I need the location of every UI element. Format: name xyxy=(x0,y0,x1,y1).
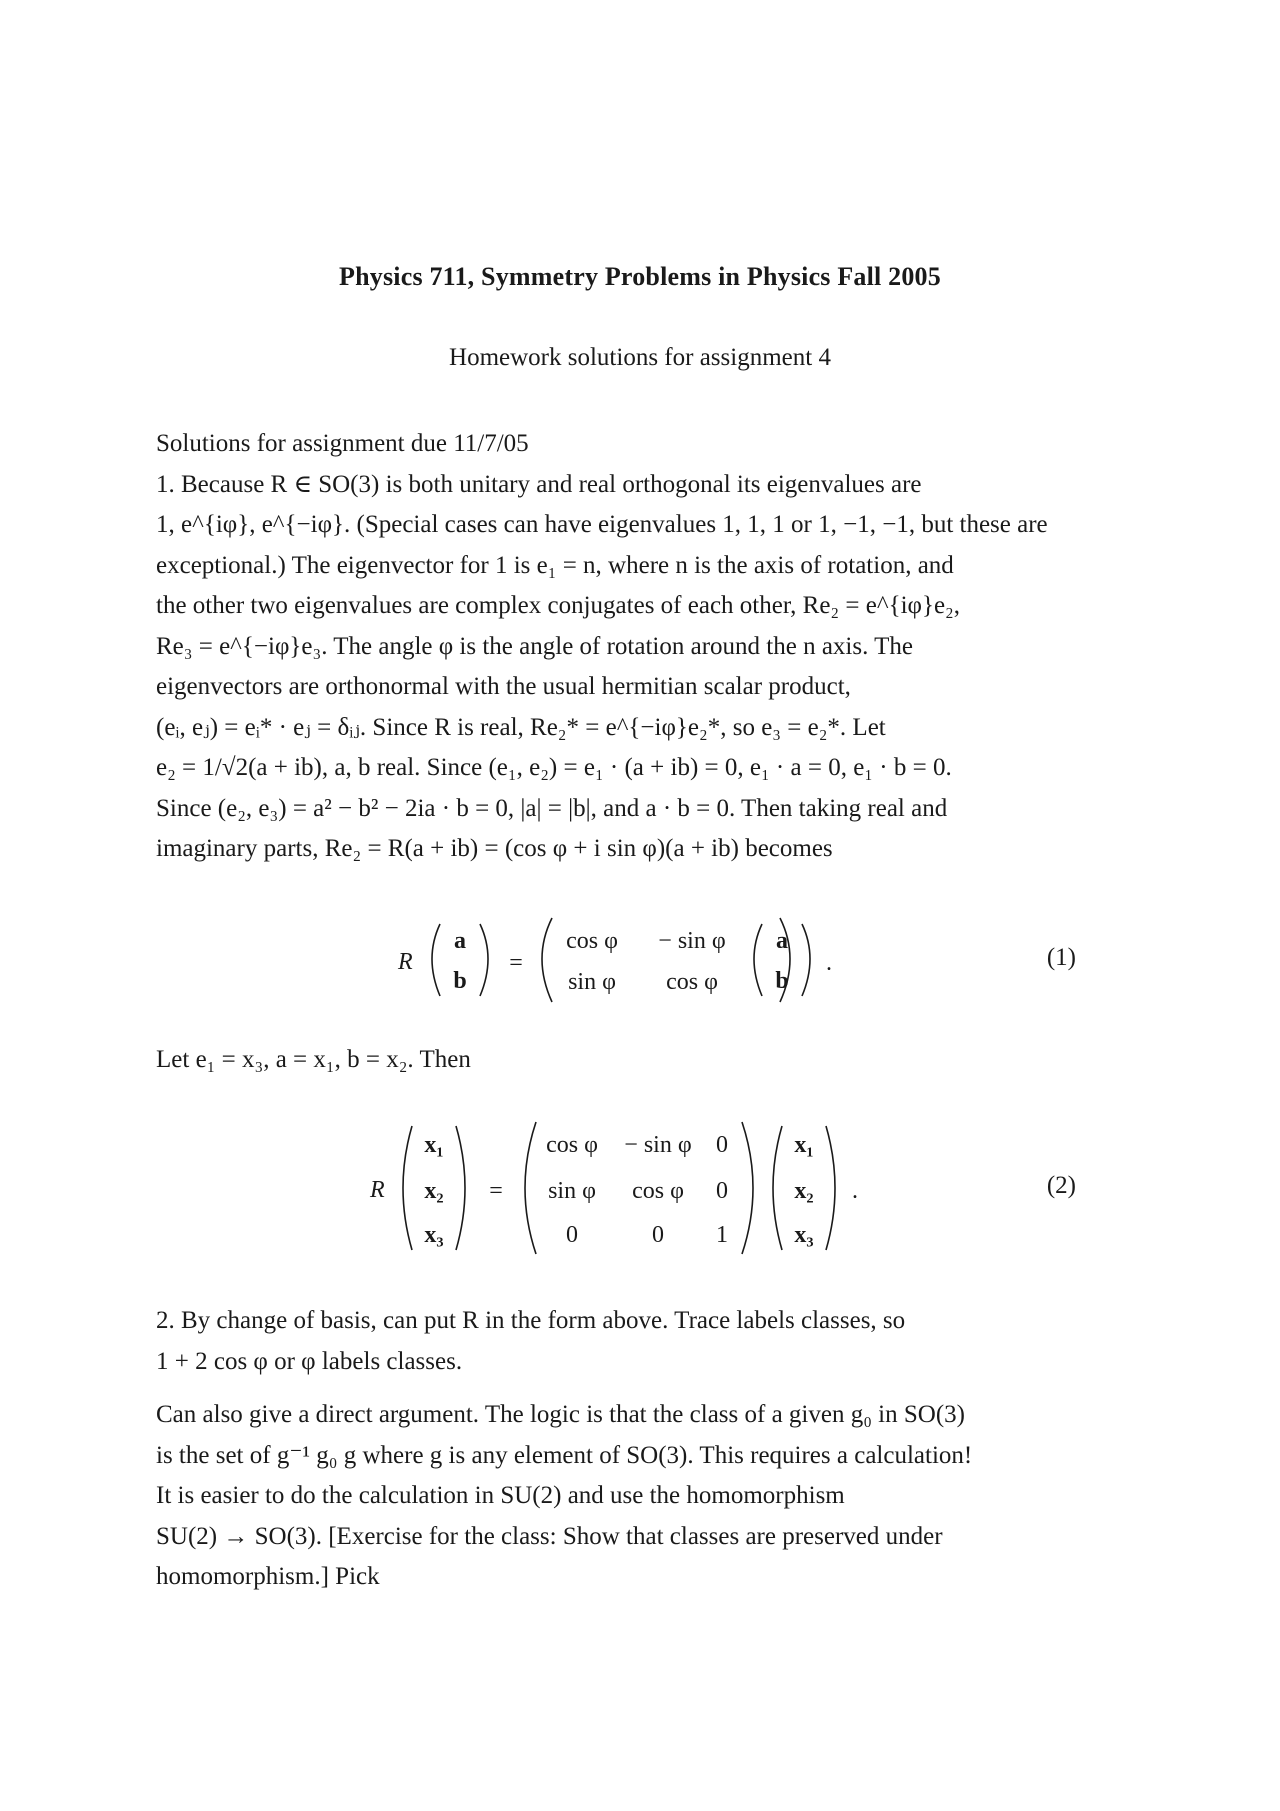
eq1-lhs-symbol: R xyxy=(398,949,413,975)
text-line: exceptional.) The eigenvector for 1 is e₁ = n, where n is the axis of rotation, and xyxy=(156,551,954,579)
eq2-lhs-symbol: R xyxy=(370,1177,385,1203)
eq2-rvec-left-paren xyxy=(773,1126,782,1250)
eq1-m11: cos φ xyxy=(566,928,618,954)
equation-1-number: (1) xyxy=(1046,944,1076,971)
text-line: e₂ = 1/√2(a + ib), a, b real. Since (e₁, e₂) = e₁ · (a + ib) = 0, e₁ · a = 0, e₁ · b = 0. xyxy=(156,754,952,781)
equation-2-number: (2) xyxy=(1046,1172,1076,1199)
eq1-rvec-right-paren xyxy=(802,924,810,996)
equation-1 xyxy=(0,910,1280,1010)
eq1-rvec-left-paren xyxy=(754,924,762,996)
eq2-period: . xyxy=(852,1178,858,1204)
eq1-m21: sin φ xyxy=(568,969,616,995)
eq1-period: . xyxy=(826,950,832,976)
text-line: 1. Because R ∈ SO(3) is both unitary and real orthogonal its eigenvalues are xyxy=(156,470,922,498)
text-line: imaginary parts, Re₂ = R(a + ib) = (cos φ + i sin φ)(a + ib) becomes xyxy=(156,835,833,862)
text-line: Let e₁ = x₃, a = x₁, b = x₂. Then xyxy=(156,1046,471,1073)
text-line: SU(2) → SO(3). [Exercise for the class: Show that classes are preserved under xyxy=(156,1522,943,1550)
direct-argument-text xyxy=(156,1395,1076,1598)
eq2-vec-x3: x₃ xyxy=(424,1222,444,1248)
solution-1-text xyxy=(156,424,1076,870)
eq2-vec-x2: x₂ xyxy=(424,1178,444,1204)
text-line: eigenvectors are orthonormal with the usual hermitian scalar product, xyxy=(156,673,851,700)
eq2-m22: cos φ xyxy=(632,1178,684,1204)
eq2-matrix-left-paren xyxy=(525,1122,536,1254)
page-subtitle: Homework solutions for assignment 4 xyxy=(449,344,831,371)
text-line: 2. By change of basis, can put R in the form above. Trace labels classes, so xyxy=(156,1307,906,1334)
page-title: Physics 711, Symmetry Problems in Physics Fall 2005 xyxy=(339,262,941,291)
equation-1-svg xyxy=(0,910,1280,1010)
text-line: 1, e^{iφ}, e^{−iφ}. (Special cases can have eigenvalues 1, 1, 1 or 1, −1, −1, but these are xyxy=(156,511,1048,538)
text-line: Can also give a direct argument. The logic is that the class of a given g₀ in SO(3) xyxy=(156,1401,965,1428)
eq2-equals: = xyxy=(489,1178,503,1204)
between-text xyxy=(156,1040,1076,1081)
eq2-m32: 0 xyxy=(652,1222,664,1248)
eq1-right-paren xyxy=(480,924,488,996)
eq2-m13: 0 xyxy=(716,1132,728,1158)
eq2-m12: − sin φ xyxy=(624,1132,692,1158)
eq1-vec-a: a xyxy=(454,928,466,954)
eq2-rvec-x1: x₁ xyxy=(794,1132,814,1158)
solution-2-text xyxy=(156,1301,1076,1382)
equation-2-svg xyxy=(0,1118,1280,1258)
eq2-m11: cos φ xyxy=(546,1132,598,1158)
eq2-rvec-x3: x₃ xyxy=(794,1222,814,1248)
text-line: is the set of g⁻¹ g₀ g where g is any element of SO(3). This requires a calculation! xyxy=(156,1441,973,1469)
eq2-left-paren xyxy=(403,1126,412,1250)
eq1-m22: cos φ xyxy=(666,969,718,995)
eq2-right-paren xyxy=(456,1126,465,1250)
eq2-rvec-right-paren xyxy=(826,1126,835,1250)
eq2-rvec-x2: x₂ xyxy=(794,1178,814,1204)
text-line: It is easier to do the calculation in SU(2) and use the homomorphism xyxy=(156,1482,845,1509)
text-line: Re₃ = e^{−iφ}e₃. The angle φ is the angle of rotation around the n axis. The xyxy=(156,632,914,660)
eq1-m12: − sin φ xyxy=(658,928,726,954)
eq2-vec-x1: x₁ xyxy=(424,1132,444,1158)
text-line: Solutions for assignment due 11/7/05 xyxy=(156,430,529,457)
text-line: Since (e₂, e₃) = a² − b² − 2ia · b = 0, |a| = |b|, and a · b = 0. Then taking real and xyxy=(156,794,948,822)
eq2-matrix-right-paren xyxy=(742,1122,753,1254)
eq1-equals: = xyxy=(509,950,523,976)
text-line: (eᵢ, eⱼ) = eᵢ* · eⱼ = δᵢⱼ. Since R is real, Re₂* = e^{−iφ}e₂*, so e₃ = e₂*. Let xyxy=(156,713,886,741)
eq2-m23: 0 xyxy=(716,1178,728,1204)
eq1-matrix-left-paren xyxy=(542,918,552,1002)
eq2-m33: 1 xyxy=(716,1222,728,1248)
text-line: homomorphism.] Pick xyxy=(156,1563,380,1590)
text-line: the other two eigenvalues are complex conjugates of each other, Re₂ = e^{iφ}e₂, xyxy=(156,592,961,619)
text-line: 1 + 2 cos φ or φ labels classes. xyxy=(156,1347,463,1375)
eq1-rvec-b: b xyxy=(775,968,789,994)
eq2-m21: sin φ xyxy=(548,1178,596,1204)
eq1-left-paren xyxy=(432,924,440,996)
eq1-vec-b: b xyxy=(453,968,467,994)
equation-2 xyxy=(0,1118,1280,1258)
eq2-m31: 0 xyxy=(566,1222,578,1248)
eq1-rvec-a: a xyxy=(776,928,788,954)
